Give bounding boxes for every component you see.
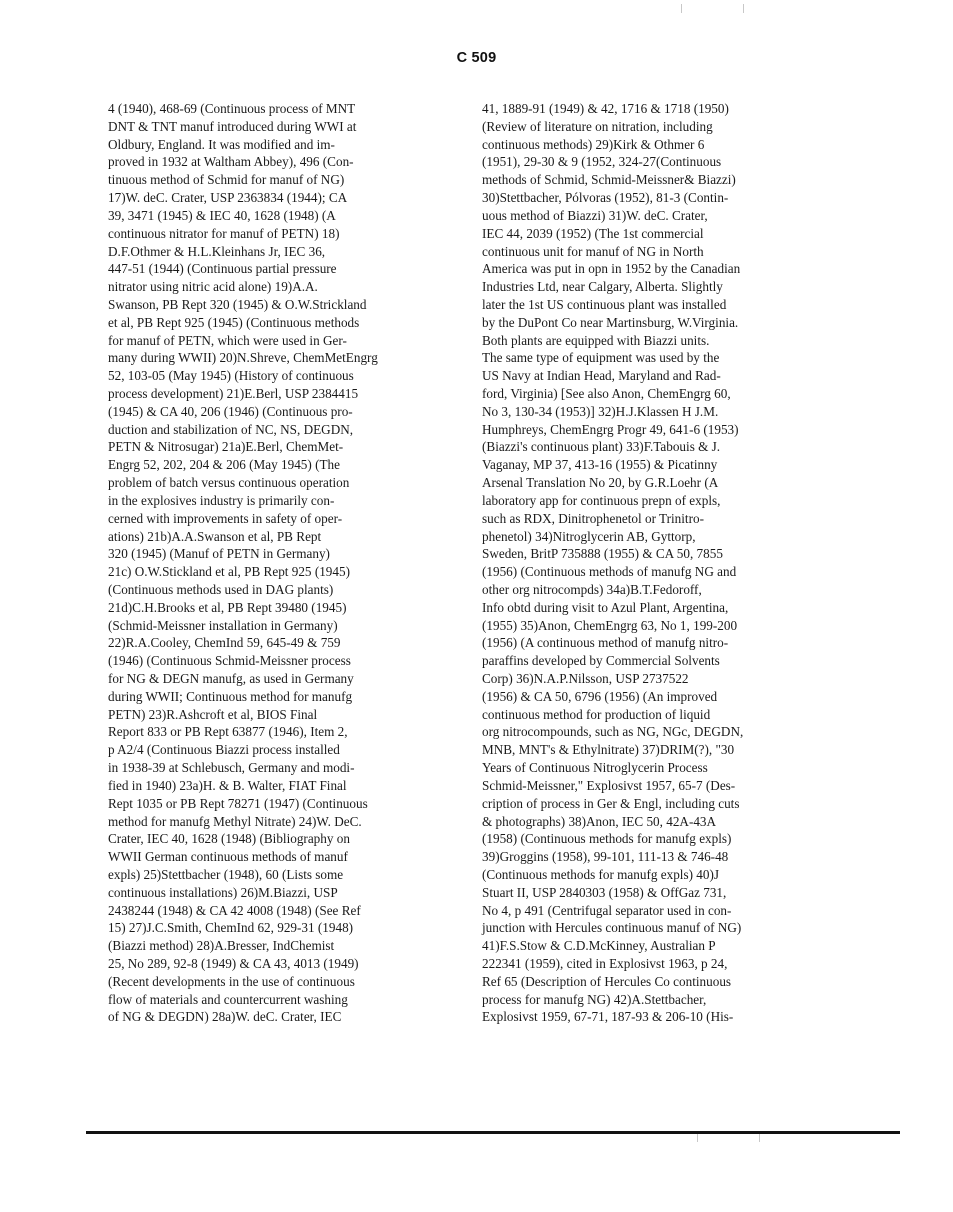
text-line: (1956) (A continuous method of manufg nitro- [482, 635, 729, 651]
text-line: 2438244 (1948) & CA 42 4008 (1948) (See Ref [108, 902, 361, 918]
text-line: Explosivst 1959, 67-71, 187-93 & 206-10 (His- [482, 1009, 734, 1025]
text-line: (Biazzi's continuous plant) 33)F.Tabouis & J. [482, 439, 721, 455]
text-line: PETN) 23)R.Ashcroft et al, BIOS Final [108, 706, 318, 722]
text-line: methods of Schmid, Schmid-Meissner& Biazzi) [482, 172, 736, 188]
text-line: & photographs) 38)Anon, IEC 50, 42A-43A [482, 813, 717, 829]
text-line: 447-51 (1944) (Continuous partial pressure [108, 261, 337, 277]
text-line: 21c) O.W.Stickland et al, PB Rept 925 (1945) [108, 564, 350, 580]
scan-tick-bottom-1 [697, 1134, 698, 1142]
text-line: Vaganay, MP 37, 413-16 (1955) & Picatinny [482, 457, 718, 473]
text-line: (Review of literature on nitration, including [482, 118, 713, 134]
text-line: process for manufg NG) 42)A.Stettbacher, [482, 991, 707, 1007]
text-line: in 1938-39 at Schlebusch, Germany and modi- [108, 760, 355, 776]
text-line: for NG & DEGN manufg, as used in Germany [108, 671, 354, 686]
text-line: The same type of equipment was used by the [482, 350, 720, 366]
text-line: (Biazzi method) 28)A.Bresser, IndChemist [108, 938, 335, 954]
text-line: 39)Groggins (1958), 99-101, 111-13 & 746-48 [482, 849, 729, 865]
page-number: C 509 [456, 50, 497, 66]
scan-tick-top-1 [681, 4, 682, 13]
text-line: DNT & TNT manuf introduced during WWI at [108, 118, 357, 134]
text-line: 21d)C.H.Brooks et al, PB Rept 39480 (1945) [108, 599, 347, 615]
text-line: (Continuous methods used in DAG plants) [108, 581, 334, 597]
text-line: No 4, p 491 (Centrifugal separator used in con- [482, 902, 732, 918]
text-line: expls) 25)Stettbacher (1948), 60 (Lists some [108, 866, 344, 882]
text-line: (1945) & CA 40, 206 (1946) (Continuous pro- [108, 403, 353, 419]
text-line: continuous method for production of liquid [482, 706, 711, 722]
text-line: 320 (1945) (Manuf of PETN in Germany) [108, 546, 330, 562]
text-line: continuous nitrator for manuf of PETN) 18) [108, 225, 340, 241]
text-line: America was put in opn in 1952 by the Canadian [482, 261, 741, 277]
text-line: during WWII; Continuous method for manufg [108, 688, 353, 704]
text-line: cription of process in Ger & Engl, including cuts [482, 795, 740, 811]
text-line: MNB, MNT's & Ethylnitrate) 37)DRIM(?), "30 [482, 742, 735, 758]
text-line: IEC 44, 2039 (1952) (The 1st commercial [482, 225, 704, 241]
text-line: Stuart II, USP 2840303 (1958) & OffGaz 731, [482, 884, 727, 900]
text-line: Humphreys, ChemEngrg Progr 49, 641-6 (1953) [482, 421, 739, 437]
text-line: et al, PB Rept 925 (1945) (Continuous methods [108, 314, 360, 330]
text-line: such as RDX, Dinitrophenetol or Trinitro- [482, 510, 704, 526]
text-line: US Navy at Indian Head, Maryland and Rad- [482, 368, 721, 384]
text-line: 30)Stettbacher, Pólvoras (1952), 81-3 (Contin- [482, 190, 729, 206]
text-line: flow of materials and countercurrent washing [108, 991, 348, 1007]
text-line: process development) 21)E.Berl, USP 2384415 [108, 386, 359, 401]
text-line: (1955) 35)Anon, ChemEngrg 63, No 1, 199-200 [482, 617, 738, 633]
text-line: in the explosives industry is primarily con- [108, 492, 335, 508]
text-line: Oldbury, England. It was modified and im- [108, 136, 335, 152]
text-line: 52, 103-05 (May 1945) (History of continuous [108, 368, 354, 384]
text-line: cerned with improvements in safety of oper- [108, 510, 343, 526]
text-line: Ref 65 (Description of Hercules Co continuous [482, 973, 732, 989]
text-line: continuous unit for manuf of NG in North [482, 243, 704, 259]
text-line: (1956) (Continuous methods of manufg NG and [482, 564, 737, 580]
text-line: nitrator using nitric acid alone) 19)A.A. [108, 279, 318, 295]
left-text-column [108, 100, 438, 1026]
text-line: (Continuous methods for manufg expls) 40)J [482, 866, 719, 882]
text-line: D.F.Othmer & H.L.Kleinhans Jr, IEC 36, [108, 243, 326, 259]
text-line: later the 1st US continuous plant was installed [482, 296, 727, 312]
text-line: 22)R.A.Cooley, ChemInd 59, 645-49 & 759 [108, 635, 341, 651]
text-line: 15) 27)J.C.Smith, ChemInd 62, 929-31 (1948) [108, 920, 354, 936]
text-line: 41, 1889-91 (1949) & 42, 1716 & 1718 (1950) [482, 101, 729, 116]
text-line: duction and stabilization of NC, NS, DEGDN, [108, 421, 354, 437]
text-line: Both plants are equipped with Biazzi units. [482, 332, 710, 348]
right-text-column [482, 100, 827, 1026]
text-line: problem of batch versus continuous operation [108, 475, 350, 491]
text-line: (Recent developments in the use of continuous [108, 973, 355, 989]
text-line: continuous installations) 26)M.Biazzi, USP [108, 884, 338, 900]
text-line: proved in 1932 at Waltham Abbey), 496 (Con- [108, 154, 354, 170]
text-line: (1956) & CA 50, 6796 (1956) (An improved [482, 688, 718, 704]
text-line: Years of Continuous Nitroglycerin Process [482, 760, 708, 776]
text-line: Rept 1035 or PB Rept 78271 (1947) (Continuous [108, 795, 368, 811]
text-line: (1951), 29-30 & 9 (1952, 324-27(Continuous [482, 154, 722, 170]
text-line: laboratory app for continuous prepn of expls, [482, 492, 721, 508]
text-line: Report 833 or PB Rept 63877 (1946), Item 2, [108, 724, 348, 740]
text-line: (Schmid-Meissner installation in Germany) [108, 617, 338, 633]
text-line: by the DuPont Co near Martinsburg, W.Virginia. [482, 314, 739, 330]
text-line: 41)F.S.Stow & C.D.McKinney, Australian P [482, 938, 716, 954]
text-line: Info obtd during visit to Azul Plant, Argentina, [482, 599, 729, 615]
text-line: method for manufg Methyl Nitrate) 24)W. DeC. [108, 813, 362, 829]
text-line: paraffins developed by Commercial Solvents [482, 653, 720, 669]
text-line: Arsenal Translation No 20, by G.R.Loehr (A [482, 475, 719, 491]
text-line: continuous methods) 29)Kirk & Othmer 6 [482, 136, 705, 152]
text-line: Swanson, PB Rept 320 (1945) & O.W.Strickland [108, 296, 367, 312]
text-line: (1946) (Continuous Schmid-Meissner process [108, 653, 351, 669]
text-line: 222341 (1959), cited in Explosivst 1963, p 24, [482, 956, 728, 971]
text-line: 4 (1940), 468-69 (Continuous process of MNT [108, 101, 356, 116]
bottom-rule [86, 1131, 900, 1134]
text-line: Corp) 36)N.A.P.Nilsson, USP 2737522 [482, 671, 689, 686]
text-line: (1958) (Continuous methods for manufg expls) [482, 831, 732, 847]
text-line: Engrg 52, 202, 204 & 206 (May 1945) (The [108, 457, 340, 473]
text-line: many during WWII) 20)N.Shreve, ChemMetEngrg [108, 350, 378, 366]
text-line: org nitrocompounds, such as NG, NGc, DEGDN, [482, 724, 744, 740]
text-line: phenetol) 34)Nitroglycerin AB, Gyttorp, [482, 528, 696, 544]
text-line: Schmid-Meissner," Explosivst 1957, 65-7 (Des- [482, 777, 736, 793]
text-line: ations) 21b)A.A.Swanson et al, PB Rept [108, 528, 322, 544]
scan-tick-bottom-2 [759, 1134, 760, 1142]
text-line: Sweden, BritP 735888 (1955) & CA 50, 7855 [482, 546, 723, 562]
text-line: fied in 1940) 23a)H. & B. Walter, FIAT Final [108, 777, 347, 793]
text-line: No 3, 130-34 (1953)] 32)H.J.Klassen H J.M. [482, 403, 719, 419]
text-line: other org nitrocompds) 34a)B.T.Fedoroff, [482, 581, 702, 597]
text-line: 17)W. deC. Crater, USP 2363834 (1944); CA [108, 190, 348, 206]
text-line: 25, No 289, 92-8 (1949) & CA 43, 4013 (1949) [108, 956, 359, 971]
scan-tick-top-2 [743, 4, 744, 13]
text-line: tinuous method of Schmid for manuf of NG) [108, 172, 345, 188]
text-line: WWII German continuous methods of manuf [108, 849, 348, 865]
text-line: Industries Ltd, near Calgary, Alberta. Slightly [482, 279, 723, 295]
text-line: ford, Virginia) [See also Anon, ChemEngrg 60, [482, 386, 731, 401]
text-line: junction with Hercules continuous manuf of NG) [482, 920, 742, 936]
text-line: p A2/4 (Continuous Biazzi process installed [108, 742, 340, 758]
text-line: uous method of Biazzi) 31)W. deC. Crater, [482, 207, 708, 223]
text-line: of NG & DEGDN) 28a)W. deC. Crater, IEC [108, 1009, 342, 1025]
text-line: 39, 3471 (1945) & IEC 40, 1628 (1948) (A [108, 207, 336, 223]
text-line: Crater, IEC 40, 1628 (1948) (Bibliography on [108, 831, 350, 847]
text-line: for manuf of PETN, which were used in Ger- [108, 332, 347, 348]
text-line: PETN & Nitrosugar) 21a)E.Berl, ChemMet- [108, 439, 344, 455]
